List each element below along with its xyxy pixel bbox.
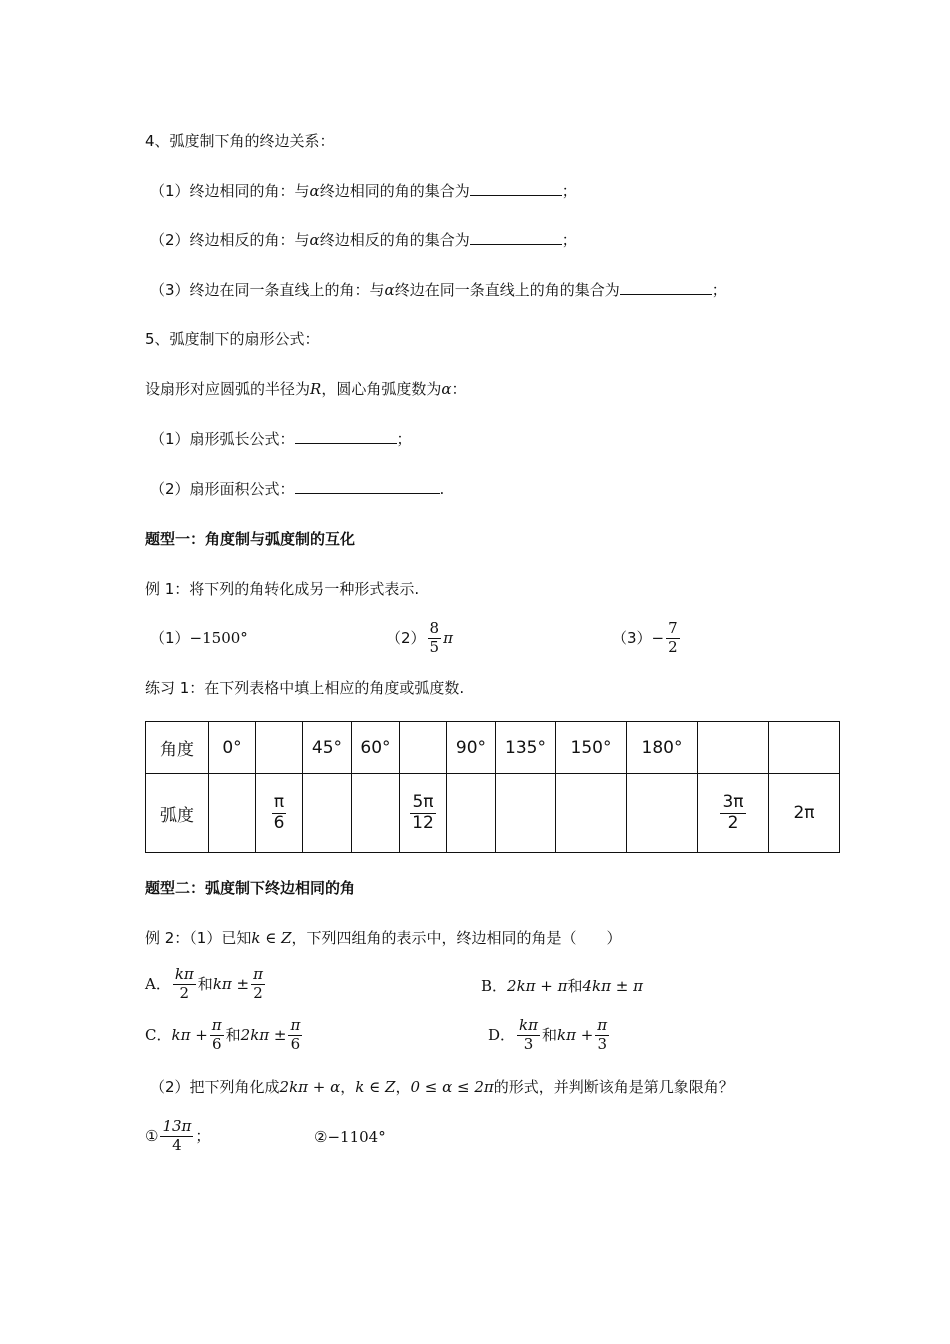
answer-blank[interactable] (620, 280, 712, 295)
section-5-setup: 设扇形对应圆弧的半径为R，圆心角弧度数为α： (145, 380, 467, 398)
option-c[interactable]: C．kπ + $\frac{\pi}{6}$ 和2kπ ± $\frac{\pi}{6}$ (145, 1016, 301, 1053)
conversion-table (145, 721, 840, 853)
sub-question-1: ① $\frac{13\pi}{4}$ ； (145, 1117, 211, 1154)
table-cell[interactable] (256, 722, 303, 774)
table-cell[interactable] (698, 722, 769, 774)
option-b[interactable]: B．2kπ + π和4kπ ± π (481, 977, 643, 995)
table-cell[interactable] (627, 774, 698, 853)
fraction: $\frac{\pi}{6}$ (273, 791, 285, 833)
section-4-item-1: （1）终边相同的角：与α终边相同的角的集合为 ； (150, 182, 577, 200)
fraction: $\frac{5\pi}{12}$ (412, 791, 434, 833)
example-1-text: 例 1：将下列的角转化成另一种形式表示. (145, 580, 420, 598)
example-2-question: 例 2：（1）已知k ∈ Z，下列四组角的表示中，终边相同的角是（ ） (145, 929, 622, 947)
table-cell[interactable] (209, 774, 256, 853)
section-5-title: 5、弧度制下的扇形公式： (145, 330, 320, 348)
fraction: $\frac{k\pi}{2}$ (174, 965, 194, 1002)
table-header-radian: 弧度 (146, 774, 209, 853)
example-1-part-2: （2） $\frac{8}{5}$ π (386, 619, 453, 656)
table-cell: 90° (447, 722, 496, 774)
example-2-part-2: （2）把下列角化成2kπ + α，k ∈ Z，0 ≤ α ≤ 2π的形式，并判断该角是第几象限角？ (150, 1078, 734, 1096)
table-cell[interactable] (769, 722, 840, 774)
fraction: $\frac{\pi}{2}$ (253, 965, 263, 1002)
table-cell[interactable] (303, 774, 352, 853)
answer-blank[interactable] (295, 479, 440, 494)
option-a[interactable]: A． $\frac{k\pi}{2}$ 和kπ ± $\frac{\pi}{2}$ (145, 965, 263, 1002)
fraction: $\frac{8}{5}$ (429, 619, 440, 656)
table-cell[interactable] (400, 722, 447, 774)
table-cell: 180° (627, 722, 698, 774)
table-cell[interactable] (447, 774, 496, 853)
fraction: $\frac{3\pi}{2}$ (722, 791, 744, 833)
section-4-item-2: （2）终边相反的角：与α终边相反的角的集合为 ； (150, 231, 577, 249)
example-1-part-3: （3）− $\frac{7}{2}$ (612, 619, 678, 656)
sector-area-formula-item: （2）扇形面积公式： . (150, 480, 445, 498)
practice-1-text: 练习 1：在下列表格中填上相应的角度或弧度数. (145, 679, 465, 697)
table-cell[interactable] (556, 774, 627, 853)
section-4-title: 4、弧度制下角的终边关系： (145, 132, 335, 150)
table-cell (698, 774, 769, 853)
answer-blank[interactable] (470, 230, 562, 245)
example-1-part-1: （1）−1500° (150, 629, 248, 647)
arc-length-formula-item: （1）扇形弧长公式： ； (150, 430, 412, 448)
option-d[interactable]: D． $\frac{k\pi}{3}$ 和kπ + $\frac{\pi}{3}$ (488, 1016, 608, 1053)
degree-row (146, 722, 840, 774)
table-cell: 60° (352, 722, 400, 774)
fraction: $\frac{7}{2}$ (668, 619, 678, 656)
type-1-heading: 题型一：角度制与弧度制的互化 (145, 530, 356, 548)
table-cell: 2π (769, 774, 840, 853)
radian-row (146, 774, 840, 853)
answer-blank[interactable] (470, 181, 562, 196)
fraction: $\frac{\pi}{3}$ (597, 1016, 608, 1053)
table-cell (256, 774, 303, 853)
table-cell: 45° (303, 722, 352, 774)
table-cell: 0° (209, 722, 256, 774)
fraction: $\frac{\pi}{6}$ (211, 1016, 222, 1053)
table-cell (400, 774, 447, 853)
sub-question-2: ②−1104° (314, 1128, 386, 1146)
fraction: $\frac{k\pi}{3}$ (519, 1016, 538, 1053)
fraction: $\frac{\pi}{6}$ (290, 1016, 301, 1053)
type-2-heading: 题型二：弧度制下终边相同的角 (145, 879, 356, 897)
fraction: $\frac{13\pi}{4}$ (162, 1117, 192, 1154)
table-cell[interactable] (496, 774, 556, 853)
table-cell[interactable] (352, 774, 400, 853)
table-header-degree: 角度 (146, 722, 209, 774)
answer-blank[interactable] (295, 429, 397, 444)
section-4-item-3: （3）终边在同一条直线上的角：与α终边在同一条直线上的角的集合为 ； (150, 281, 727, 299)
table-cell: 150° (556, 722, 627, 774)
table-cell: 135° (496, 722, 556, 774)
